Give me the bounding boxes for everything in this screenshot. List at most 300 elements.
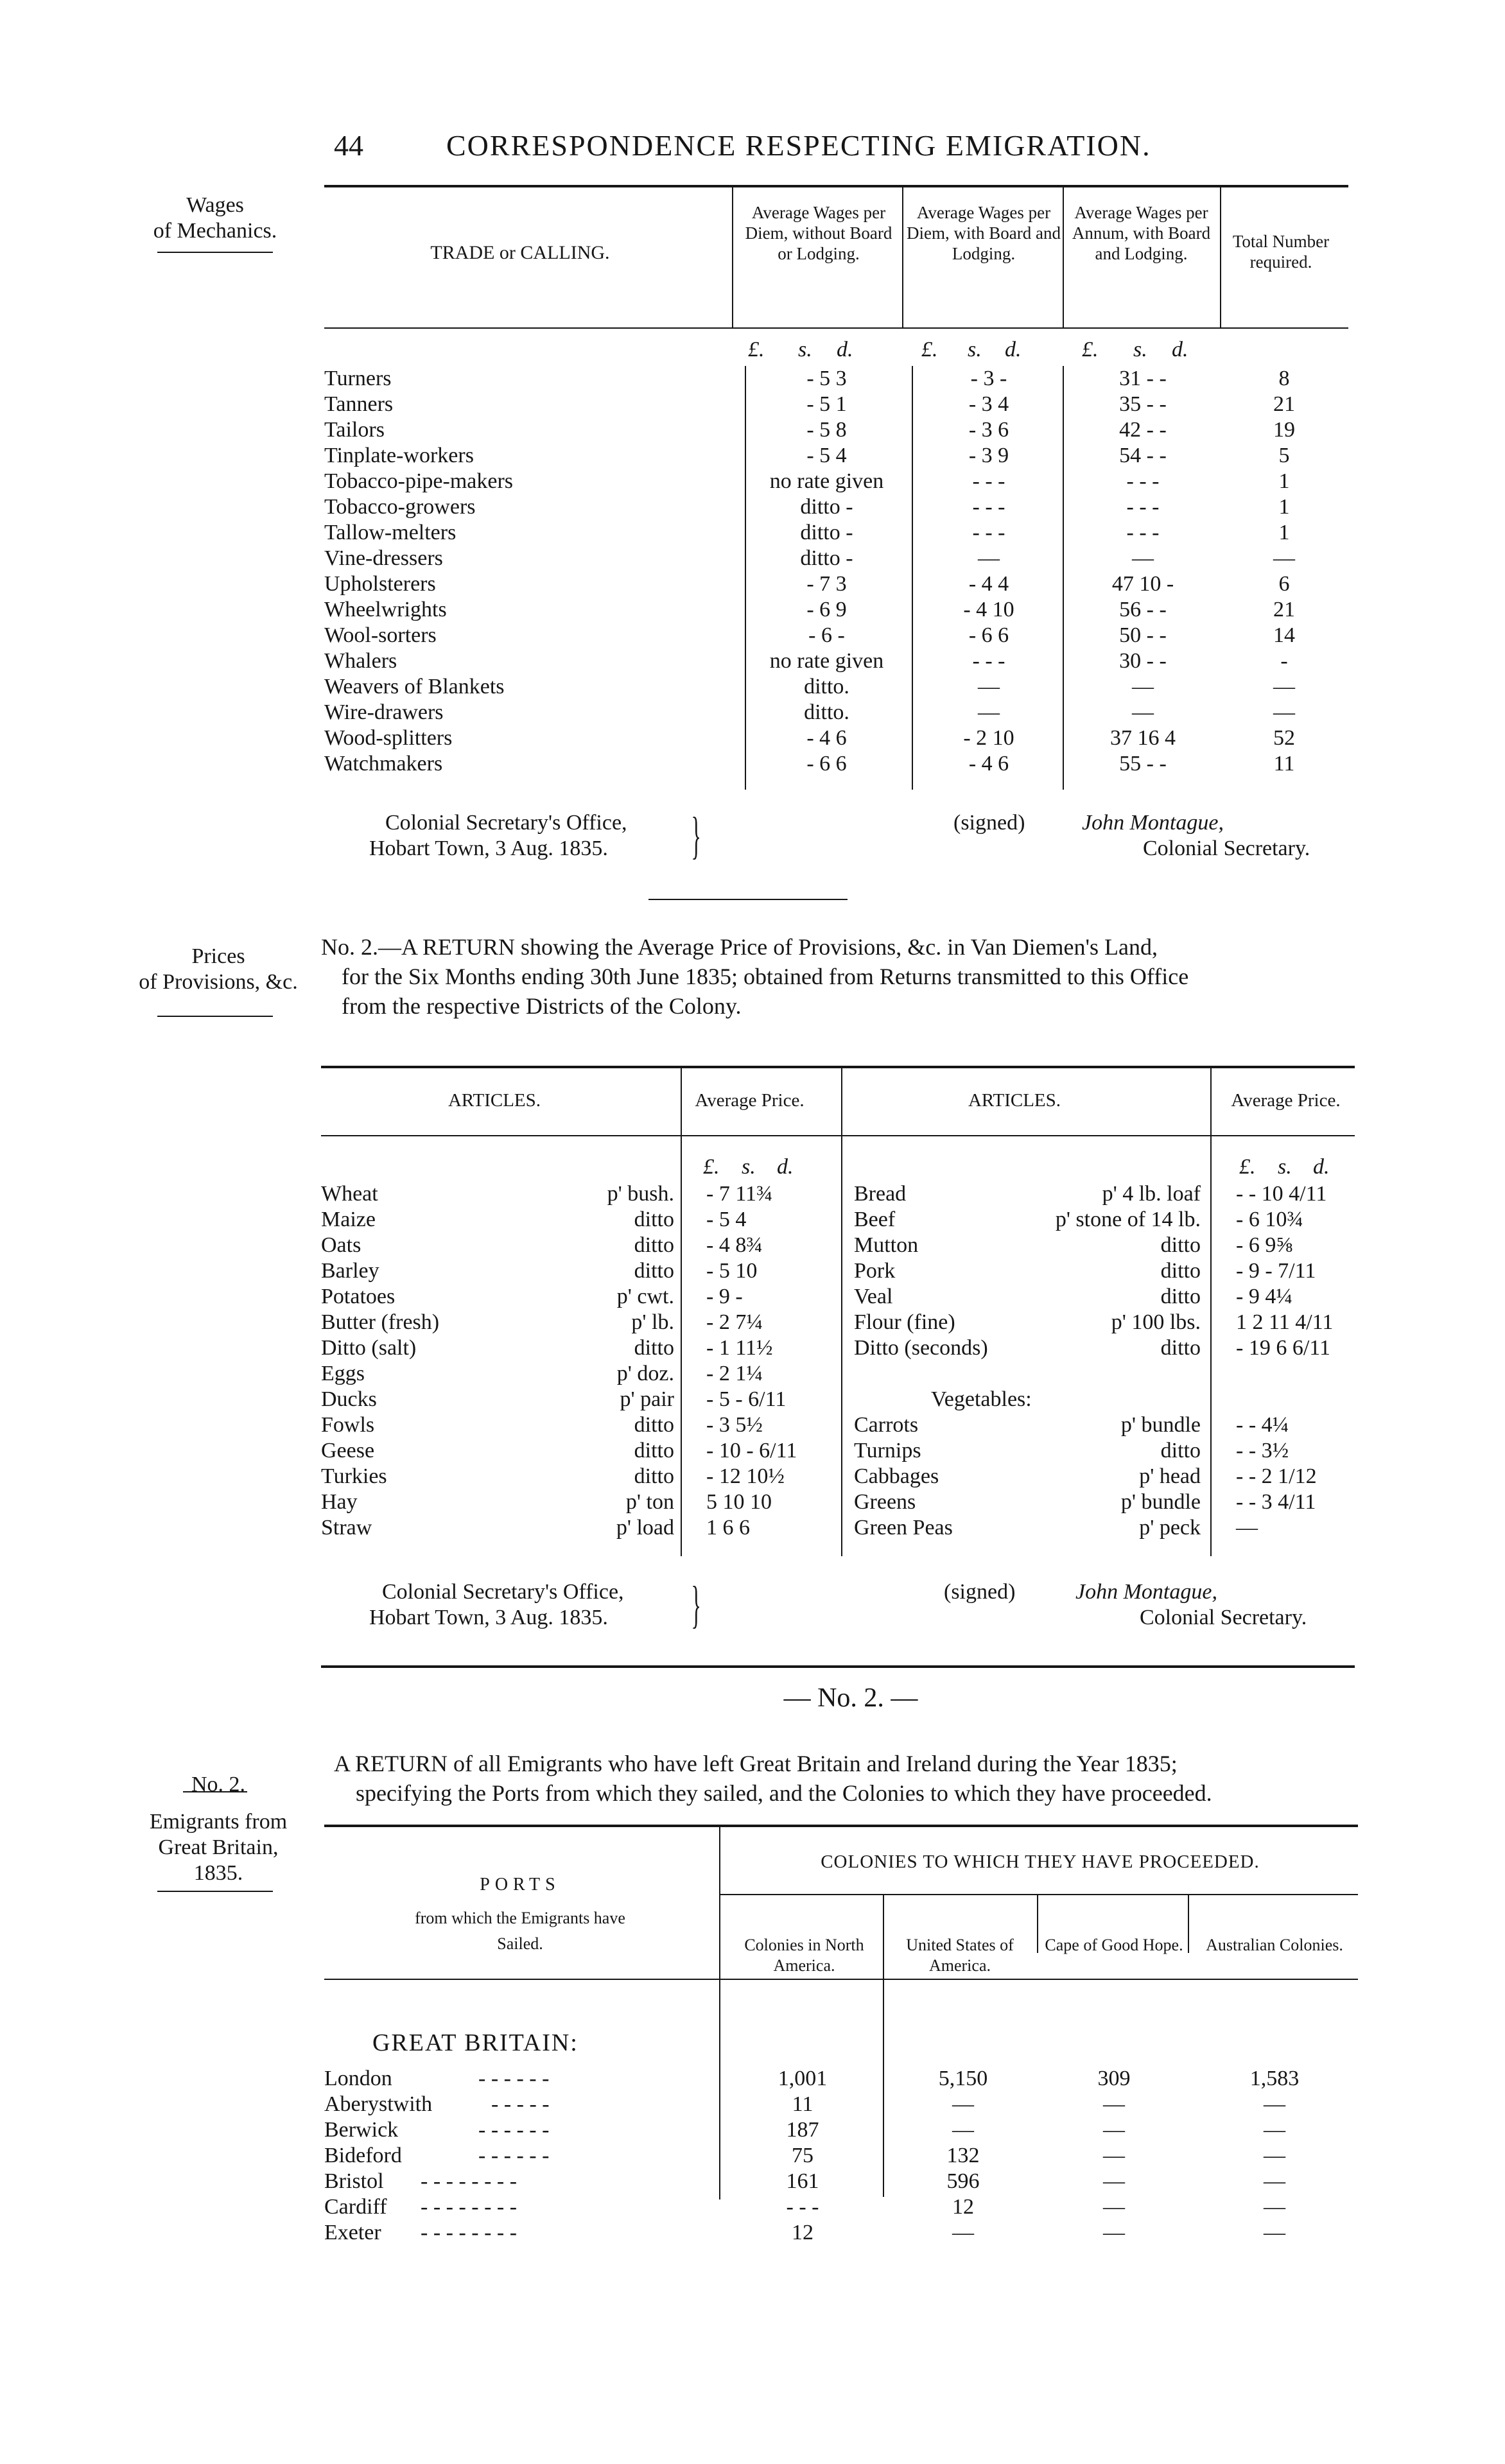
united-states-cell: 132 — [946, 2144, 980, 2167]
table-row — [321, 1438, 1355, 1464]
table-row — [324, 494, 1348, 520]
unit-cell: p' bush. — [607, 1182, 674, 1206]
wage-board-cell: - 3 4 — [968, 392, 1009, 416]
intro-line: A RETURN of all Emigrants who have left Great Britain and Ireland during the Year 1835; — [334, 1751, 1178, 1776]
price-cell: — — [1236, 1516, 1258, 1540]
signoff-name: John Montague, — [1082, 811, 1224, 835]
wage-annum-cell: 42 - - — [1119, 418, 1167, 442]
page-number: 44 — [334, 129, 363, 162]
wage-annum-cell: 35 - - — [1119, 392, 1167, 416]
table-row — [324, 2220, 1358, 2246]
table-row — [321, 1464, 1355, 1489]
wages-header-col4: Total Number required. — [1232, 232, 1330, 272]
cape-cell: — — [1103, 2169, 1125, 2193]
total-cell: 6 — [1278, 572, 1290, 596]
signoff-title: Colonial Secretary. — [1140, 1606, 1307, 1629]
price-cell: - - 2 1/12 — [1236, 1464, 1317, 1488]
trade-cell: Watchmakers — [324, 752, 443, 776]
wage-diem-cell: ditto - — [800, 546, 853, 570]
unit: £. — [1239, 1155, 1256, 1179]
unit-cell: p' bundle — [1120, 1413, 1201, 1437]
total-cell: 52 — [1273, 726, 1295, 750]
table-row — [324, 366, 1348, 392]
trade-cell: Vine-dressers — [324, 546, 443, 570]
total-cell: 11 — [1273, 752, 1295, 776]
unit: £. — [921, 338, 938, 361]
price-cell: - - 10 4/11 — [1236, 1182, 1327, 1206]
leader-dots: - - - - - — [491, 2092, 550, 2116]
total-cell: - — [1280, 649, 1288, 673]
signoff-brace: } — [691, 808, 701, 864]
wage-annum-cell: — — [1132, 700, 1154, 724]
total-cell: 1 — [1278, 495, 1290, 519]
article-cell: Wheat — [321, 1182, 378, 1206]
north-america-cell: 12 — [792, 2221, 813, 2244]
unit: s. — [1133, 338, 1147, 361]
table-row — [324, 443, 1348, 469]
unit: d. — [1005, 338, 1022, 361]
cape-cell: 309 — [1097, 2067, 1131, 2090]
article-cell: Hay — [321, 1490, 358, 1514]
section-divider — [648, 899, 848, 900]
section-rule — [321, 1665, 1355, 1668]
col-rule — [1188, 1895, 1189, 1953]
margin-emigrants-line: 1835. — [193, 1861, 243, 1885]
price-cell: - 3 5½ — [706, 1413, 763, 1437]
unit: s. — [798, 338, 812, 361]
table-row — [321, 1258, 1355, 1284]
unit-cell: ditto — [634, 1233, 674, 1257]
unit-cell: p' head — [1139, 1464, 1201, 1488]
table-row — [324, 2194, 1358, 2220]
port-cell: London — [324, 2067, 392, 2090]
wages-units — [748, 337, 1326, 363]
signoff-signed: (signed) — [944, 1580, 1016, 1604]
margin-divider — [157, 1891, 273, 1892]
wage-annum-cell: — — [1132, 675, 1154, 698]
col-rule — [902, 187, 903, 329]
table-row — [324, 725, 1348, 751]
total-cell: — — [1273, 546, 1295, 570]
north-america-cell: 161 — [786, 2169, 819, 2193]
article-cell: Turkies — [321, 1464, 387, 1488]
total-cell: — — [1273, 700, 1295, 724]
table-row — [321, 1233, 1355, 1258]
header-rule — [324, 1979, 1358, 1980]
wage-annum-cell: 50 - - — [1119, 623, 1167, 647]
article-cell: Maize — [321, 1208, 376, 1231]
header-rule — [324, 327, 1348, 329]
col-rule — [732, 187, 733, 329]
unit-cell: p' pair — [620, 1387, 674, 1411]
signoff-title: Colonial Secretary. — [1143, 837, 1310, 860]
prices-units-left — [703, 1154, 831, 1180]
price-cell: - 5 4 — [706, 1208, 747, 1231]
article-cell: Green Peas — [854, 1516, 953, 1540]
table-row — [324, 546, 1348, 571]
cape-cell: — — [1103, 2195, 1125, 2219]
total-cell: 8 — [1278, 367, 1290, 390]
wage-annum-cell: — — [1132, 546, 1154, 570]
unit-cell: ditto — [634, 1464, 674, 1488]
intro-line: No. 2.—A RETURN showing the Average Price of Provisions, &c. in Van Diemen's Land, — [321, 934, 1158, 960]
port-cell: Exeter — [324, 2221, 381, 2244]
table-row — [321, 1181, 1355, 1207]
wage-diem-cell: no rate given — [769, 649, 884, 673]
cape-cell: — — [1103, 2118, 1125, 2142]
table-row — [321, 1361, 1355, 1387]
article-cell: Geese — [321, 1439, 375, 1462]
leader-dots: - - - - - - — [478, 2144, 550, 2167]
unit-cell: p' stone of 14 lb. — [1055, 1208, 1201, 1231]
australian-cell: — — [1264, 2092, 1285, 2116]
united-states-cell: — — [952, 2118, 974, 2142]
article-cell: Straw — [321, 1516, 372, 1540]
wage-diem-cell: ditto. — [804, 675, 849, 698]
intro-line: for the Six Months ending 30th June 1835; obtained from Returns transmitted to this Office — [342, 964, 1189, 989]
wage-annum-cell: - - - — [1126, 521, 1160, 544]
prices-header-avg: Average Price. — [1231, 1090, 1341, 1111]
wage-diem-cell: - 4 6 — [806, 726, 847, 750]
united-states-cell: — — [952, 2092, 974, 2116]
article-cell: Ditto (salt) — [321, 1336, 417, 1360]
unit: d. — [837, 338, 853, 361]
north-america-cell: 75 — [792, 2144, 813, 2167]
north-america-cell: 1,001 — [778, 2067, 828, 2090]
signoff-office: Colonial Secretary's Office, — [385, 811, 627, 835]
cape-cell: — — [1103, 2221, 1125, 2244]
trade-cell: Whalers — [324, 649, 397, 673]
table-row — [321, 1387, 1355, 1412]
wage-board-cell: - - - — [972, 649, 1005, 673]
table-top-rule — [321, 1066, 1355, 1068]
wage-diem-cell: - 5 4 — [806, 444, 847, 467]
wage-diem-cell: - 6 - — [808, 623, 845, 647]
signoff-place: Hobart Town, 3 Aug. 1835. — [369, 837, 608, 860]
australian-cell: — — [1264, 2169, 1285, 2193]
wage-diem-cell: no rate given — [769, 469, 884, 493]
leader-dots: - - - - - - - - — [421, 2195, 518, 2219]
signoff-signed: (signed) — [953, 811, 1025, 835]
trade-cell: Tobacco-growers — [324, 495, 476, 519]
trade-cell: Tinplate-workers — [324, 444, 474, 467]
unit: £. — [1082, 338, 1099, 361]
cape-cell: — — [1103, 2144, 1125, 2167]
wage-diem-cell: ditto - — [800, 495, 853, 519]
price-cell: - 9 - 7/11 — [1236, 1259, 1316, 1283]
margin-divider — [157, 252, 273, 253]
unit: £. — [703, 1155, 720, 1179]
wages-signoff — [360, 810, 1361, 868]
price-cell: - 5 - 6/11 — [706, 1387, 787, 1411]
price-cell: - 10 - 6/11 — [706, 1439, 797, 1462]
wage-diem-cell: - 7 3 — [806, 572, 847, 596]
price-cell: - 9 - — [706, 1285, 743, 1308]
margin-emigrants-no: No. 2. — [191, 1773, 246, 1796]
port-cell: Berwick — [324, 2118, 399, 2142]
north-america-cell: 187 — [786, 2118, 819, 2142]
article-cell: Ditto (seconds) — [854, 1336, 988, 1360]
unit: d. — [777, 1155, 794, 1179]
unit-cell: p' lb. — [631, 1310, 674, 1334]
north-america-cell: - - - — [786, 2195, 819, 2219]
wages-header-col2: Average Wages per Diem, with Board and Lodging. — [907, 203, 1061, 263]
table-row — [324, 648, 1348, 674]
trade-cell: Tobacco-pipe-makers — [324, 469, 514, 493]
price-cell: - 19 6 6/11 — [1236, 1336, 1331, 1360]
trade-cell: Turners — [324, 367, 392, 390]
united-states-cell: 12 — [952, 2195, 974, 2219]
table-row — [324, 674, 1348, 700]
signoff-brace: } — [691, 1577, 701, 1633]
table-top-rule — [324, 1825, 1358, 1827]
unit: d. — [1172, 338, 1188, 361]
price-cell: - 1 11½ — [706, 1336, 773, 1360]
australian-cell: 1,583 — [1249, 2067, 1300, 2090]
wage-annum-cell: - - - — [1126, 495, 1160, 519]
emigrants-header-c2: United States of America. — [906, 1936, 1014, 1975]
trade-cell: Wheelwrights — [324, 598, 447, 621]
article-cell: Flour (fine) — [854, 1310, 955, 1334]
table-row — [324, 571, 1348, 597]
article-cell: Turnips — [854, 1439, 921, 1462]
wage-board-cell: - 4 6 — [968, 752, 1009, 776]
running-head: CORRESPONDENCE RESPECTING EMIGRATION. — [446, 129, 1151, 162]
price-cell: - 12 10½ — [706, 1464, 785, 1488]
table-row — [321, 1284, 1355, 1310]
wage-board-cell: - - - — [972, 521, 1005, 544]
article-cell: Pork — [854, 1259, 896, 1283]
article-cell: Veal — [854, 1285, 893, 1308]
trade-cell: Tanners — [324, 392, 394, 416]
article-cell: Butter (fresh) — [321, 1310, 440, 1334]
signoff-place: Hobart Town, 3 Aug. 1835. — [369, 1606, 608, 1629]
wage-board-cell: - 3 - — [970, 367, 1007, 390]
port-cell: Bideford — [324, 2144, 402, 2167]
col-rule — [1220, 187, 1221, 329]
wages-header-col1: Average Wages per Diem, without Board or Lodging. — [745, 203, 892, 263]
total-cell: 21 — [1273, 598, 1295, 621]
table-row — [321, 1207, 1355, 1233]
margin-prices-line1: Prices — [191, 944, 245, 968]
united-states-cell: 596 — [946, 2169, 980, 2193]
margin-emigrants — [116, 1772, 321, 1886]
unit-cell: p' load — [616, 1516, 674, 1540]
price-cell: 5 10 10 — [706, 1490, 772, 1514]
trade-cell: Upholsterers — [324, 572, 436, 596]
wage-board-cell: - 3 6 — [968, 418, 1009, 442]
table-row — [324, 520, 1348, 546]
price-cell: - - 3½ — [1236, 1439, 1289, 1462]
wage-board-cell: - - - — [972, 469, 1005, 493]
col-rule — [1063, 187, 1064, 329]
price-cell: - 4 8¾ — [706, 1233, 763, 1257]
unit: s. — [1278, 1155, 1292, 1179]
total-cell: 14 — [1273, 623, 1295, 647]
prices-units-right — [1239, 1154, 1368, 1180]
price-cell: - - 4¼ — [1236, 1413, 1289, 1437]
unit-cell: ditto — [634, 1208, 674, 1231]
trade-cell: Weavers of Blankets — [324, 675, 505, 698]
price-cell: - 5 10 — [706, 1259, 758, 1283]
signoff-office: Colonial Secretary's Office, — [382, 1580, 624, 1604]
unit-cell: ditto — [634, 1336, 674, 1360]
unit-cell: ditto — [634, 1259, 674, 1283]
table-row — [324, 392, 1348, 417]
trade-cell: Tallow-melters — [324, 521, 457, 544]
wage-annum-cell: 47 10 - — [1111, 572, 1174, 596]
total-cell: 1 — [1278, 521, 1290, 544]
wage-board-cell: - 4 4 — [968, 572, 1009, 596]
wage-board-cell: - 2 10 — [963, 726, 1014, 750]
article-cell: Oats — [321, 1233, 361, 1257]
wage-annum-cell: 37 16 4 — [1110, 726, 1176, 750]
leader-dots: - - - - - - — [478, 2118, 550, 2142]
emigrants-table-body — [324, 2066, 1358, 2252]
trade-cell: Wood-splitters — [324, 726, 453, 750]
article-cell: Beef — [854, 1208, 896, 1231]
wage-annum-cell: 55 - - — [1119, 752, 1167, 776]
wage-annum-cell: - - - — [1126, 469, 1160, 493]
australian-cell: — — [1264, 2118, 1285, 2142]
unit: £. — [748, 338, 765, 361]
table-row — [324, 2092, 1358, 2117]
unit-cell: ditto — [1160, 1439, 1201, 1462]
emigrants-header-colonies: COLONIES TO WHICH THEY HAVE PROCEEDED. — [821, 1852, 1260, 1872]
emigrants-header-c1: Colonies in North America. — [744, 1936, 864, 1975]
article-cell: Greens — [854, 1490, 916, 1514]
margin-emigrants-line: Great Britain, — [158, 1835, 279, 1859]
col-rule — [1037, 1895, 1038, 1953]
section-heading: — No. 2. — — [783, 1683, 918, 1713]
table-row — [324, 623, 1348, 648]
emigrants-header-ports-sub: from which the Emigrants have Sailed. — [415, 1909, 625, 1953]
margin-divider — [183, 1791, 247, 1792]
trade-cell: Wool-sorters — [324, 623, 437, 647]
margin-wages-line1: Wages — [186, 193, 244, 217]
wage-diem-cell: - 5 1 — [806, 392, 847, 416]
australian-cell: — — [1264, 2195, 1285, 2219]
unit-cell: ditto — [1160, 1259, 1201, 1283]
table-row — [324, 700, 1348, 725]
united-states-cell: — — [952, 2221, 974, 2244]
unit-cell: p' bundle — [1120, 1490, 1201, 1514]
article-cell: Potatoes — [321, 1285, 396, 1308]
margin-wages — [122, 193, 308, 244]
port-cell: Cardiff — [324, 2195, 387, 2219]
australian-cell: — — [1264, 2221, 1285, 2244]
leader-dots: - - - - - - - - — [421, 2221, 518, 2244]
intro-line: from the respective Districts of the Colony. — [342, 993, 742, 1019]
wage-board-cell: - - - — [972, 495, 1005, 519]
article-cell: Ducks — [321, 1387, 377, 1411]
article-cell: Barley — [321, 1259, 379, 1283]
emigrants-group-heading: GREAT BRITAIN: — [372, 2029, 579, 2056]
wage-diem-cell: - 6 6 — [806, 752, 847, 776]
table-row — [324, 597, 1348, 623]
wage-annum-cell: 30 - - — [1119, 649, 1167, 673]
intro-line: specifying the Ports from which they sailed, and the Colonies to which they have proceeded. — [356, 1780, 1212, 1806]
vegetables-heading: Vegetables: — [931, 1387, 1032, 1411]
price-cell: 1 6 6 — [706, 1516, 750, 1540]
header-rule — [719, 1894, 1358, 1895]
wage-annum-cell: 56 - - — [1119, 598, 1167, 621]
wage-board-cell: - 3 9 — [968, 444, 1009, 467]
emigrants-header-c3: Cape of Good Hope. — [1045, 1936, 1183, 1954]
table-row — [321, 1515, 1355, 1541]
unit-cell: p' cwt. — [616, 1285, 674, 1308]
australian-cell: — — [1264, 2144, 1285, 2167]
table-row — [324, 2117, 1358, 2143]
cape-cell: — — [1103, 2092, 1125, 2116]
wage-board-cell: — — [978, 675, 1000, 698]
emigrants-header-c4: Australian Colonies. — [1206, 1936, 1343, 1954]
unit-cell: p' 4 lb. loaf — [1102, 1182, 1201, 1206]
united-states-cell: 5,150 — [938, 2067, 988, 2090]
margin-prices-line2: of Provisions, &c. — [139, 970, 298, 994]
unit-cell: ditto — [1160, 1285, 1201, 1308]
north-america-cell: 11 — [792, 2092, 813, 2116]
price-cell: - 9 4¼ — [1236, 1285, 1292, 1308]
total-cell: 1 — [1278, 469, 1290, 493]
unit-cell: p' ton — [625, 1490, 674, 1514]
unit-cell: ditto — [634, 1413, 674, 1437]
article-cell: Eggs — [321, 1362, 365, 1385]
wage-diem-cell: - 5 3 — [806, 367, 847, 390]
total-cell: 5 — [1278, 444, 1290, 467]
prices-table-body — [321, 1181, 1355, 1541]
wages-header-col3: Average Wages per Annum, with Board and Lodging. — [1072, 203, 1211, 263]
price-cell: - 6 10¾ — [1236, 1208, 1303, 1231]
prices-header-articles: ARTICLES. — [448, 1090, 541, 1111]
wage-diem-cell: ditto. — [804, 700, 849, 724]
unit-cell: p' 100 lbs. — [1111, 1310, 1201, 1334]
wage-board-cell: — — [978, 546, 1000, 570]
wages-header-trade: TRADE or CALLING. — [430, 242, 610, 263]
emigrants-header-ports: PORTS — [480, 1875, 561, 1895]
table-row — [324, 469, 1348, 494]
table-row — [324, 2066, 1358, 2092]
port-cell: Aberystwith — [324, 2092, 433, 2116]
margin-wages-line2: of Mechanics. — [153, 219, 277, 243]
wage-annum-cell: 54 - - — [1119, 444, 1167, 467]
prices-signoff — [360, 1579, 1361, 1637]
table-row — [321, 1489, 1355, 1515]
prices-header-articles: ARTICLES. — [968, 1090, 1061, 1111]
table-row — [324, 751, 1348, 777]
article-cell: Carrots — [854, 1413, 919, 1437]
table-row — [324, 2169, 1358, 2194]
article-cell: Cabbages — [854, 1464, 939, 1488]
table-row — [321, 1310, 1355, 1335]
unit-cell: p' doz. — [616, 1362, 674, 1385]
header-rule — [321, 1135, 1355, 1136]
unit: s. — [968, 338, 982, 361]
article-cell: Bread — [854, 1182, 907, 1206]
price-cell: - - 3 4/11 — [1236, 1490, 1316, 1514]
wage-diem-cell: ditto - — [800, 521, 853, 544]
unit-cell: ditto — [1160, 1233, 1201, 1257]
unit: s. — [742, 1155, 756, 1179]
total-cell: 19 — [1273, 418, 1295, 442]
wage-board-cell: - 6 6 — [968, 623, 1009, 647]
price-cell: - 2 1¼ — [706, 1362, 763, 1385]
leader-dots: - - - - - - — [478, 2067, 550, 2090]
signoff-name: John Montague, — [1075, 1580, 1217, 1604]
prices-intro — [321, 932, 1355, 1021]
wage-diem-cell: - 6 9 — [806, 598, 847, 621]
leader-dots: - - - - - - - - — [421, 2169, 518, 2193]
